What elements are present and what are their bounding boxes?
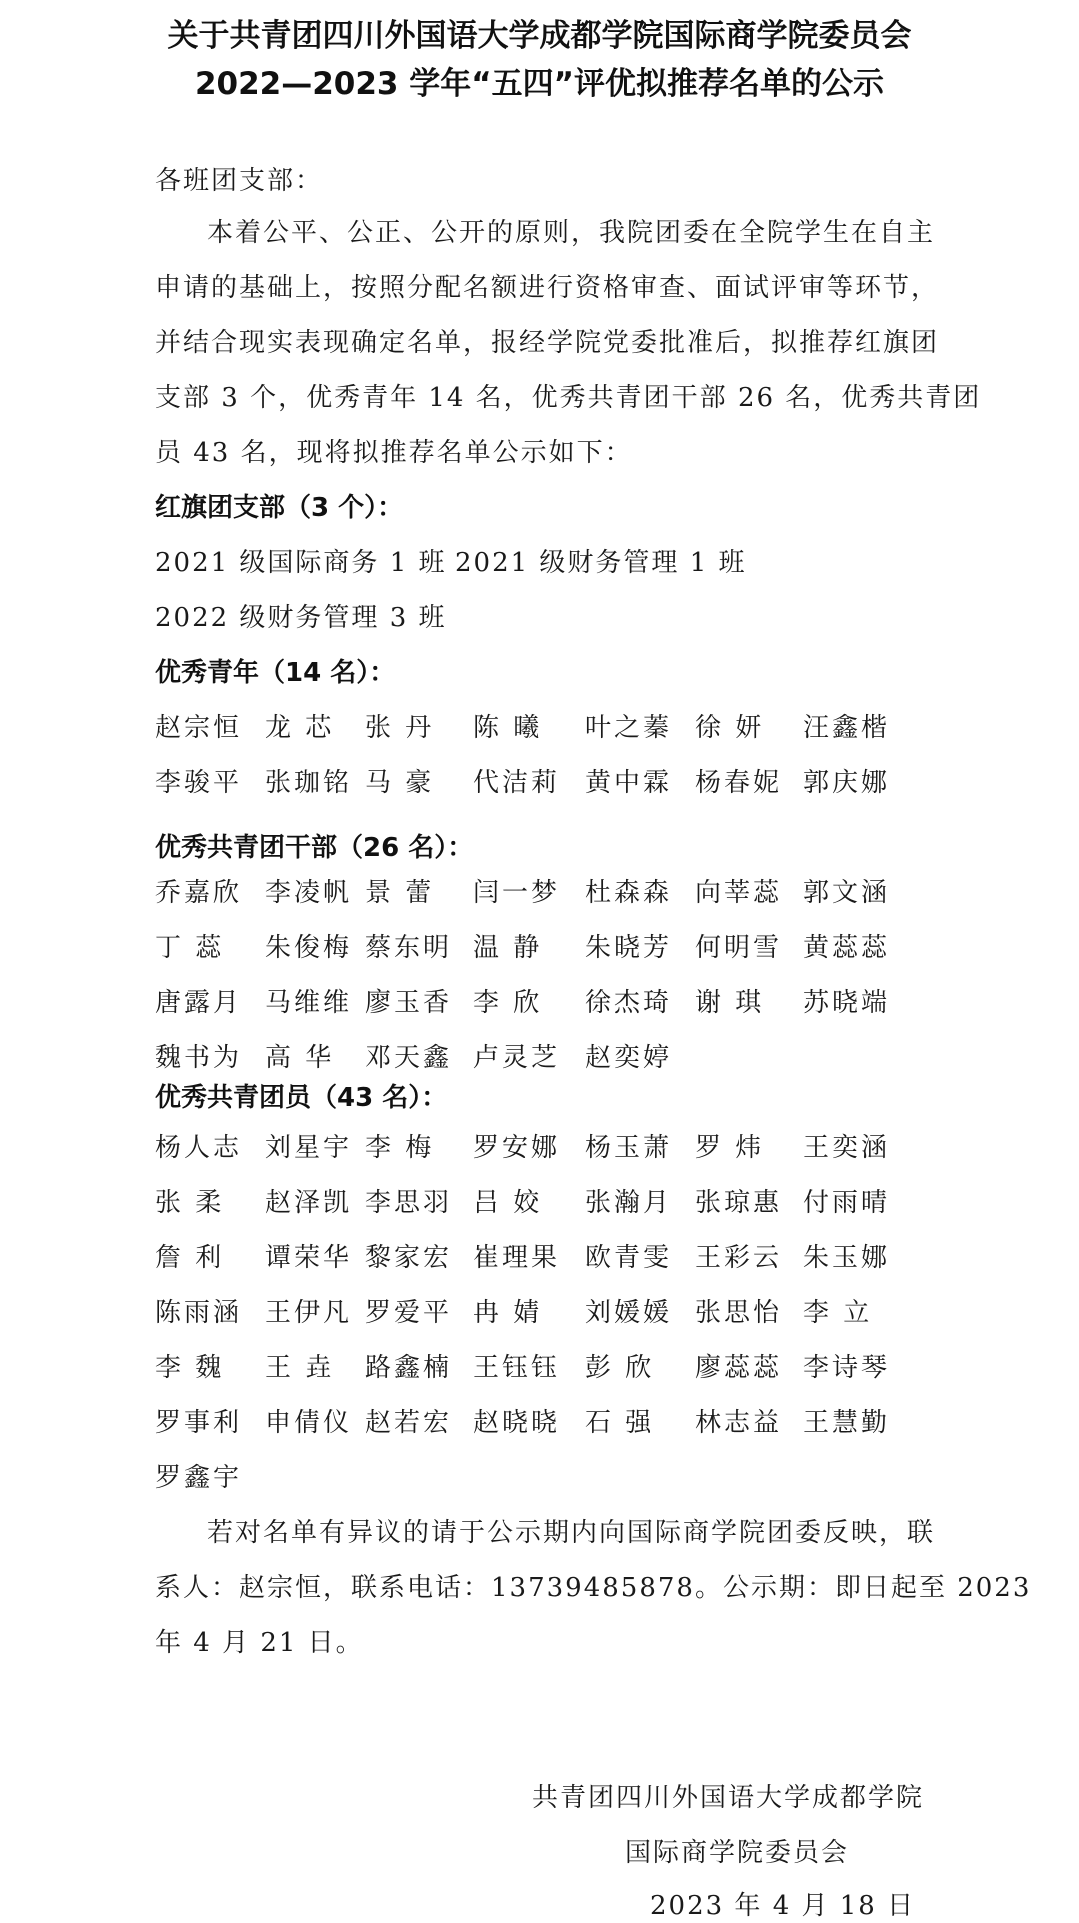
person-name: 张琼惠	[695, 1188, 783, 1218]
person-name: 黎家宏	[365, 1243, 453, 1273]
person-name: 卢灵芝	[473, 1043, 561, 1073]
name-row	[155, 1457, 955, 1493]
name-row	[155, 927, 955, 963]
person-name: 赵若宏	[365, 1408, 453, 1438]
person-name: 闫一梦	[473, 878, 561, 908]
person-name: 罗安娜	[473, 1133, 561, 1163]
person-name: 杨人志	[155, 1133, 243, 1163]
person-name: 王彩云	[695, 1243, 783, 1273]
name-row	[155, 1182, 955, 1218]
person-name: 李 欣	[473, 988, 543, 1018]
person-name: 王钰钰	[473, 1353, 561, 1383]
person-name: 廖蕊蕊	[695, 1353, 783, 1383]
signature-org-line-1: 共青团四川外国语大学成都学院	[532, 1783, 925, 1813]
name-row	[155, 1037, 955, 1073]
person-name: 李 梅	[365, 1133, 435, 1163]
branch-item: 2021 级财务管理 1 班	[455, 548, 747, 578]
person-name: 魏书为	[155, 1043, 243, 1073]
section-heading-youth: 优秀青年（14 名）：	[155, 658, 396, 688]
intro-line: 员 43 名，现将拟推荐名单公示如下：	[155, 438, 633, 468]
intro-line: 并结合现实表现确定名单，报经学院党委批准后，拟推荐红旗团	[155, 328, 940, 358]
person-name: 杨玉萧	[585, 1133, 673, 1163]
name-row	[155, 1237, 955, 1273]
intro-line: 申请的基础上，按照分配名额进行资格审查、面试评审等环节，	[155, 273, 940, 303]
intro-line: 本着公平、公正、公开的原则，我院团委在全院学生在自主	[207, 218, 936, 248]
person-name: 廖玉香	[365, 988, 453, 1018]
person-name: 杜森森	[585, 878, 673, 908]
person-name: 陈 曦	[473, 713, 543, 743]
name-row	[155, 1402, 955, 1438]
person-name: 汪鑫楷	[803, 713, 891, 743]
person-name: 黄蕊蕊	[803, 933, 891, 963]
person-name: 朱玉娜	[803, 1243, 891, 1273]
person-name: 欧青雯	[585, 1243, 673, 1273]
person-name: 李思羽	[365, 1188, 453, 1218]
person-name: 马 豪	[365, 768, 435, 798]
person-name: 冉 婧	[473, 1298, 543, 1328]
signature-date: 2023 年 4 月 18 日	[650, 1891, 916, 1921]
person-name: 代洁莉	[473, 768, 561, 798]
name-row	[155, 872, 955, 908]
person-name: 李诗琴	[803, 1353, 891, 1383]
name-row	[155, 762, 955, 798]
person-name: 乔嘉欣	[155, 878, 243, 908]
person-name: 赵泽凯	[265, 1188, 353, 1218]
person-name: 李 立	[803, 1298, 873, 1328]
person-name: 赵奕婷	[585, 1043, 673, 1073]
person-name: 付雨晴	[803, 1188, 891, 1218]
person-name: 陈雨涵	[155, 1298, 243, 1328]
person-name: 朱晓芳	[585, 933, 673, 963]
person-name: 王伊凡	[265, 1298, 353, 1328]
person-name: 徐杰琦	[585, 988, 673, 1018]
person-name: 谭荣华	[265, 1243, 353, 1273]
person-name: 吕 姣	[473, 1188, 543, 1218]
person-name: 龙 芯	[265, 713, 335, 743]
person-name: 叶之蓁	[585, 713, 673, 743]
closing-line: 系人：赵宗恒，联系电话：13739485878。公示期：即日起至 2023	[155, 1573, 1032, 1603]
person-name: 杨春妮	[695, 768, 783, 798]
person-name: 张思怡	[695, 1298, 783, 1328]
person-name: 徐 妍	[695, 713, 765, 743]
person-name: 邓天鑫	[365, 1043, 453, 1073]
person-name: 高 华	[265, 1043, 335, 1073]
document-title-line-1: 关于共青团四川外国语大学成都学院国际商学院委员会	[167, 18, 912, 54]
person-name: 张瀚月	[585, 1188, 673, 1218]
signature-org-line-2: 国际商学院委员会	[625, 1838, 850, 1868]
closing-line: 年 4 月 21 日。	[155, 1628, 364, 1658]
branch-item: 2022 级财务管理 3 班	[155, 603, 447, 633]
person-name: 申倩仪	[265, 1408, 353, 1438]
person-name: 李 魏	[155, 1353, 225, 1383]
person-name: 马维维	[265, 988, 353, 1018]
person-name: 赵宗恒	[155, 713, 243, 743]
salutation: 各班团支部：	[155, 166, 324, 196]
person-name: 李骏平	[155, 768, 243, 798]
person-name: 彭 欣	[585, 1353, 655, 1383]
person-name: 景 蕾	[365, 878, 435, 908]
person-name: 石 强	[585, 1408, 655, 1438]
document-title-line-2: 2022—2023 学年“五四”评优拟推荐名单的公示	[194, 66, 885, 102]
branch-item: 2021 级国际商务 1 班	[155, 548, 447, 578]
person-name: 罗爱平	[365, 1298, 453, 1328]
name-row	[155, 1292, 955, 1328]
name-row	[155, 982, 955, 1018]
person-name: 郭文涵	[803, 878, 891, 908]
person-name: 崔理果	[473, 1243, 561, 1273]
person-name: 王 垚	[265, 1353, 335, 1383]
person-name: 罗 炜	[695, 1133, 765, 1163]
closing-line: 若对名单有异议的请于公示期内向国际商学院团委反映，联	[207, 1518, 936, 1548]
section-heading-cadres: 优秀共青团干部（26 名）：	[155, 833, 474, 863]
person-name: 林志益	[695, 1408, 783, 1438]
person-name: 李凌帆	[265, 878, 353, 908]
person-name: 黄中霖	[585, 768, 673, 798]
person-name: 张 柔	[155, 1188, 225, 1218]
person-name: 刘媛媛	[585, 1298, 673, 1328]
person-name: 谢 琪	[695, 988, 765, 1018]
person-name: 路鑫楠	[365, 1353, 453, 1383]
person-name: 詹 利	[155, 1243, 225, 1273]
person-name: 蔡东明	[365, 933, 453, 963]
person-name: 郭庆娜	[803, 768, 891, 798]
section-heading-red-flag: 红旗团支部（3 个）：	[155, 493, 404, 523]
person-name: 温 静	[473, 933, 543, 963]
person-name: 张珈铭	[265, 768, 353, 798]
person-name: 苏晓端	[803, 988, 891, 1018]
person-name: 罗鑫宇	[155, 1463, 243, 1493]
name-row	[155, 1347, 955, 1383]
name-row	[155, 707, 955, 743]
person-name: 罗事利	[155, 1408, 243, 1438]
intro-line: 支部 3 个，优秀青年 14 名，优秀共青团干部 26 名，优秀共青团	[155, 383, 982, 413]
person-name: 向莘蕊	[695, 878, 783, 908]
person-name: 何明雪	[695, 933, 783, 963]
person-name: 赵晓晓	[473, 1408, 561, 1438]
section-heading-members: 优秀共青团员（43 名）：	[155, 1083, 448, 1113]
person-name: 刘星宇	[265, 1133, 353, 1163]
person-name: 张 丹	[365, 713, 435, 743]
person-name: 丁 蕊	[155, 933, 225, 963]
person-name: 朱俊梅	[265, 933, 353, 963]
person-name: 唐露月	[155, 988, 243, 1018]
name-row	[155, 1127, 955, 1163]
person-name: 王慧勤	[803, 1408, 891, 1438]
person-name: 王奕涵	[803, 1133, 891, 1163]
